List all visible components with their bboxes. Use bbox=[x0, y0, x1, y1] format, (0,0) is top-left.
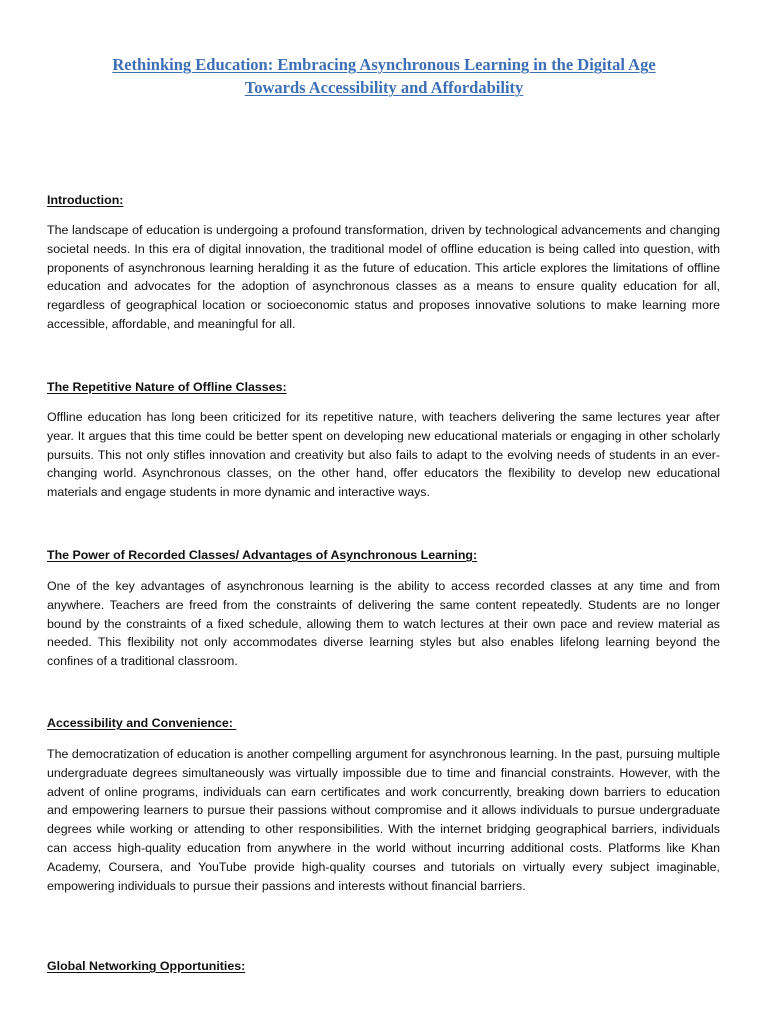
section-body-introduction: The landscape of education is undergoing a profound transformation, driven by technological advancements and changing societal needs. In this era of digital innovation, the traditional model of offline education is being called into question, with proponents of asynchronous learning heralding it as the future of education. This article explores the limitations of offline education and advocates for the adoption of asynchronous classes as a means to ensure quality education for all, regardless of geographical location or socioeconomic status and proposes innovative solutions to make learning more accessible, affordable, and meaningful for all. bbox=[47, 223, 720, 331]
section-body-accessibility: The democratization of education is another compelling argument for asynchronous learning. In the past, pursuing multiple undergraduate degrees simultaneously was virtually impossible due to time and financial constraints. However, with the advent of online programs, individuals can earn certificates and work concurrently, breaking down barriers to education and empowering learners to pursue their passions without compromise and it allows individuals to pursue undergraduate degrees while working or attending to other responsibilities. With the internet bridging geographical barriers, individuals can access high-quality education from anywhere in the world without incurring additional costs. Platforms like Khan Academy, Coursera, and YouTube provide high-quality courses and tutorials on virtually every subject imaginable, empowering individuals to pursue their passions and interests without financial barriers. bbox=[47, 747, 720, 893]
section-heading-repetitive-nature: The Repetitive Nature of Offline Classes: bbox=[47, 380, 287, 394]
section-body-recorded-classes: One of the key advantages of asynchronous learning is the ability to access recorded classes at any time and from anywhere. Teachers are freed from the constraints of delivering the same content repeatedly. Students are no longer bound by the constraints of a fixed schedule, allowing them to watch lectures at their own pace and review material as needed. This flexibility not only accommodates diverse learning styles but also enables lifelong learning beyond the confines of a traditional classroom. bbox=[47, 579, 720, 669]
section-heading-global-networking: Global Networking Opportunities: bbox=[47, 959, 246, 973]
document-title-line-1: Rethinking Education: Embracing Asynchronous Learning in the Digital Age bbox=[112, 55, 656, 74]
section-heading-recorded-classes: The Power of Recorded Classes/ Advantages of Asynchronous Learning: bbox=[47, 548, 478, 562]
section-body-repetitive-nature: Offline education has long been criticized for its repetitive nature, with teachers delivering the same lectures year after year. It argues that this time could be better spent on developing new educational materials or engaging in other scholarly pursuits. This not only stifles innovation and creativity but also fails to adapt to the evolving needs of students in an ever-changing world. Asynchronous classes, on the other hand, offer educators the flexibility to develop new educational materials and engage students in more dynamic and interactive ways. bbox=[47, 410, 720, 500]
document-title bbox=[40, 53, 728, 99]
section-heading-accessibility: Accessibility and Convenience: bbox=[47, 716, 237, 730]
document-title-line-2: Towards Accessibility and Affordability bbox=[244, 78, 524, 97]
section-heading-introduction: Introduction: bbox=[47, 193, 124, 207]
